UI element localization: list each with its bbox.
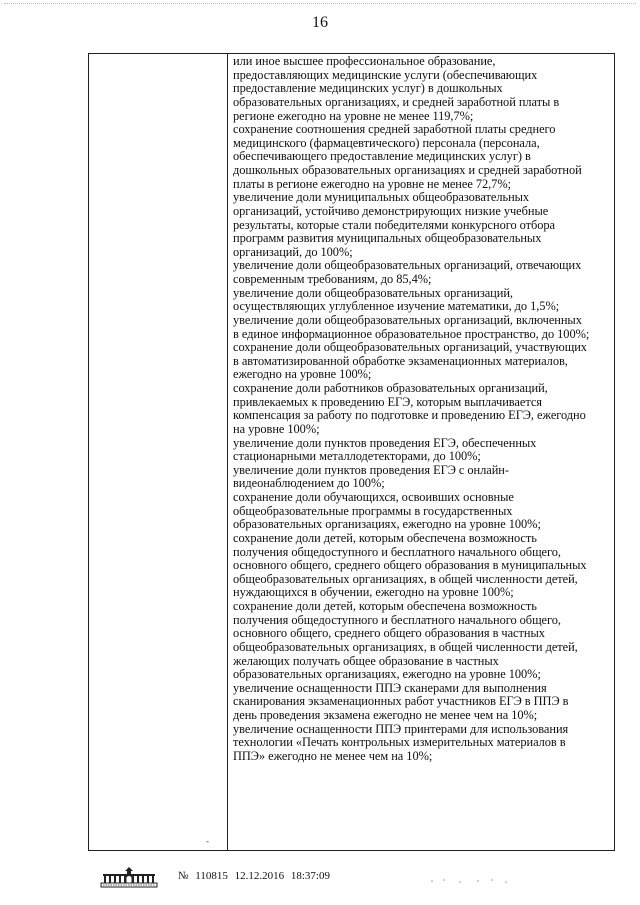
- text-line: сканирования экзаменационных работ участников ЕГЭ в ППЭ в: [233, 694, 569, 709]
- page-number: 16: [312, 14, 328, 31]
- document-table: [88, 53, 615, 851]
- text-line: сохранение доли детей, которым обеспечена возможность: [233, 599, 537, 613]
- text-line: увеличение доли пунктов проведения ЕГЭ, обеспеченных: [233, 435, 537, 450]
- text-line: стационарными металлодетекторами, до 100%;: [233, 449, 481, 464]
- text-line: ППЭ» ежегодно не менее чем на 10%;: [233, 748, 433, 763]
- text-line: увеличение оснащенности ППЭ сканерами для выполнения: [233, 680, 547, 695]
- number-sign: №: [178, 870, 189, 882]
- text-line: увеличение доли общеобразовательных организаций, включенных: [233, 312, 582, 327]
- text-line: результаты, которые стали победителями конкурсного отбора: [233, 217, 555, 232]
- text-line: увеличение доли общеобразовательных организаций,: [233, 285, 513, 300]
- doc-number: 110815: [195, 870, 228, 882]
- building-logo-icon: [100, 866, 158, 888]
- text-line: платы в регионе ежегодно на уровне не менее 72,7%;: [233, 176, 511, 191]
- text-line: день проведения экзамена ежегодно не менее чем на 10%;: [233, 708, 538, 722]
- left-column-mark: -: [206, 836, 209, 846]
- text-line: ежегодно на уровне 100%;: [233, 367, 372, 382]
- text-line: сохранение соотношения средней заработной платы среднего: [233, 122, 556, 137]
- text-line: видеонаблюдением до 100%;: [233, 476, 385, 491]
- text-line: общеобразовательные программы в государственных: [233, 503, 513, 518]
- text-line: организаций, устойчиво демонстрирующих низкие учебные: [233, 203, 549, 218]
- text-line: привлекаемых к проведению ЕГЭ, которым выплачивается: [233, 394, 542, 409]
- text-line: в единое информационное образовательное пространство, до 100%;: [233, 326, 590, 341]
- text-line: желающих получать общее образование в частных: [233, 653, 499, 668]
- text-line: регионе ежегодно на уровне не менее 119,7%;: [233, 108, 474, 123]
- text-line: образовательных организациях, и средней заработной платы в: [233, 94, 560, 109]
- text-line: общеобразовательных организациях, в общей численности детей,: [233, 639, 578, 654]
- text-line: или иное высшее профессиональное образование,: [233, 54, 496, 68]
- text-line: образовательных организациях, ежегодно на уровне 100%;: [233, 517, 541, 532]
- scan-dots: [430, 876, 510, 886]
- text-line: общеобразовательных организациях, в общей численности детей,: [233, 571, 578, 586]
- text-line: современным требованиям, до 85,4%;: [233, 272, 432, 286]
- table-left-column: [89, 54, 228, 850]
- text-line: получения общедоступного и бесплатного начального общего,: [233, 544, 561, 559]
- text-line: получения общедоступного и бесплатного начального общего,: [233, 612, 561, 627]
- text-line: сохранение доли работников образовательных организаций,: [233, 381, 548, 395]
- text-line: предоставляющих медицинские услуги (обеспечивающих: [233, 67, 538, 82]
- text-line: увеличение оснащенности ППЭ принтерами для использования: [233, 721, 569, 736]
- footer-registration: [178, 870, 334, 882]
- scan-top-border: [4, 3, 636, 6]
- table-right-column: [233, 55, 613, 764]
- text-line: увеличение доли общеобразовательных организаций, отвечающих: [233, 258, 582, 273]
- text-line: сохранение доли обучающихся, освоивших основные: [233, 490, 514, 504]
- text-line: на уровне 100%;: [233, 421, 320, 436]
- text-line: осуществляющих углубленное изучение математики, до 1,5%;: [233, 299, 560, 314]
- text-line: сохранение доли общеобразовательных организаций, участвующих: [233, 340, 587, 355]
- text-line: предоставление медицинских услуг) в дошкольных: [233, 81, 503, 96]
- text-line: в автоматизированной обработке экзаменационных материалов,: [233, 353, 568, 368]
- doc-time: 18:37:09: [290, 870, 330, 882]
- doc-date: 12.12.2016: [234, 870, 285, 882]
- text-line: основного общего, среднего общего образования в частных: [233, 626, 545, 641]
- footer: [100, 866, 520, 890]
- text-line: обеспечивающего предоставление медицинских услуг) в: [233, 149, 531, 164]
- text-line: увеличение доли муниципальных общеобразовательных: [233, 190, 530, 205]
- text-line: программ развития муниципальных общеобразовательных: [233, 231, 542, 246]
- text-line: основного общего, среднего общего образования в муниципальных: [233, 558, 587, 573]
- text-line: компенсация за работу по подготовке и проведению ЕГЭ, ежегодно: [233, 408, 586, 423]
- text-line: медицинского (фармацевтического) персонала (персонала,: [233, 135, 540, 150]
- text-line: увеличение доли пунктов проведения ЕГЭ с онлайн-: [233, 462, 509, 477]
- text-line: образовательных организациях, ежегодно на уровне 100%;: [233, 667, 541, 682]
- text-line: технологии «Печать контрольных измерительных материалов в: [233, 735, 566, 750]
- text-line: организаций, до 100%;: [233, 244, 353, 259]
- text-line: сохранение доли детей, которым обеспечена возможность: [233, 530, 537, 545]
- text-line: дошкольных образовательных организациях и средней заработной: [233, 163, 582, 177]
- text-line: нуждающихся в обучении, ежегодно на уровне 100%;: [233, 585, 514, 600]
